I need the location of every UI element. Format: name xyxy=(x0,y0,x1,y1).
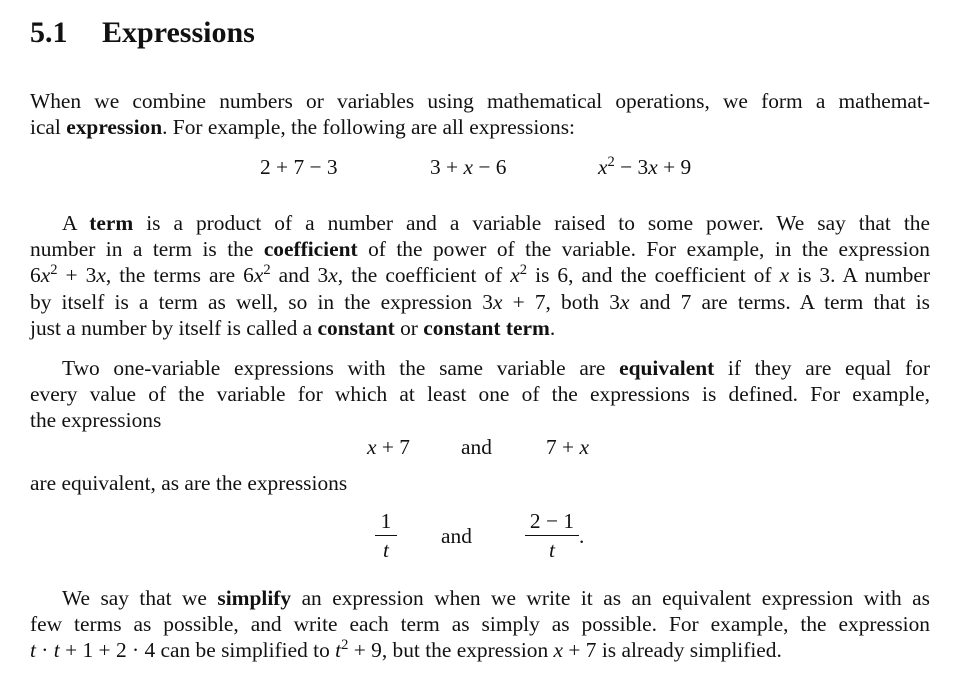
text-run: , the terms are 6 xyxy=(105,263,254,288)
section-heading xyxy=(30,14,255,52)
text-run: · xyxy=(35,638,54,663)
fraction-one-over-t xyxy=(375,509,397,562)
text-run: + 9 xyxy=(657,155,692,179)
exponent: 2 xyxy=(263,262,271,279)
defined-term-term: term xyxy=(89,211,134,235)
text-line xyxy=(30,289,930,315)
text-run: + 1 + 2 · 4 can be simplified to xyxy=(59,638,336,663)
text-line: When we combine numbers or variables using mathematical operations, we form a mathemat- xyxy=(30,89,930,113)
text-line: every value of the variable for which at least one of the expressions is defined. For example, xyxy=(30,382,930,407)
equivalent-right-expression xyxy=(546,434,589,460)
fraction-bar xyxy=(375,535,397,536)
paragraph-equivalent-also xyxy=(30,470,930,496)
text-line xyxy=(30,262,930,288)
variable: x xyxy=(510,263,520,288)
variable: t xyxy=(53,638,60,663)
variable: x xyxy=(253,263,264,288)
text-run: . xyxy=(549,315,556,340)
exponent: 2 xyxy=(519,262,528,279)
variable: t xyxy=(30,638,36,663)
text-run: of the power of the variable. For example, in the expression xyxy=(357,237,930,262)
text-run: number in a term is the xyxy=(30,237,264,262)
variable: x xyxy=(328,263,338,288)
equivalent-left-expression xyxy=(367,434,410,460)
paragraph-simplify-definition xyxy=(30,585,930,664)
sentence-period: . xyxy=(579,524,585,548)
variable: x xyxy=(40,263,51,288)
text-line: few terms as possible, and write each term as simply as possible. For example, the expression xyxy=(30,612,930,637)
fraction-two-minus-one-over-t xyxy=(525,509,579,562)
text-run: and 7 are terms. A term that is xyxy=(629,289,930,314)
variable: t xyxy=(335,638,342,663)
text-run: 7 + xyxy=(546,435,580,459)
text-run: 3 + xyxy=(430,155,464,179)
text-run: or xyxy=(394,315,424,340)
text-line xyxy=(30,355,930,381)
text-run: + 9, but the expression xyxy=(348,638,554,663)
fraction-denominator: t xyxy=(549,538,555,563)
text-run: Two one-variable expressions with the same variable are xyxy=(62,356,620,380)
example-expression-2 xyxy=(430,154,506,180)
defined-term-equivalent: equivalent xyxy=(619,356,715,380)
defined-term-expression: expression xyxy=(66,115,163,140)
section-number: 5.1 xyxy=(30,16,68,49)
text-line xyxy=(30,236,930,262)
text-run: 6 xyxy=(30,263,41,288)
variable: x xyxy=(553,638,564,663)
text-run: ical xyxy=(30,115,67,140)
section-title: Expressions xyxy=(102,16,255,49)
text-run: and 3 xyxy=(270,263,329,288)
defined-term-coefficient: coefficient xyxy=(263,237,358,262)
text-run: + 7, both 3 xyxy=(502,289,620,314)
text-run: − 6 xyxy=(472,155,507,179)
text-run: − 3 xyxy=(614,155,649,179)
text-line xyxy=(30,585,930,611)
text-run: + 7 is already simplified. xyxy=(563,638,782,663)
paragraph-term-definition xyxy=(30,210,930,341)
textbook-page xyxy=(30,0,932,676)
variable: x xyxy=(619,289,630,314)
variable: x xyxy=(579,435,589,459)
text-line xyxy=(30,315,930,341)
variable: x xyxy=(367,435,377,459)
exponent: 2 xyxy=(50,262,58,279)
text-line: are equivalent, as are the expressions xyxy=(30,471,348,495)
example-expression-3 xyxy=(598,154,691,180)
text-run: is a product of a number and a variable raised to some power. We say that the xyxy=(133,211,930,235)
text-run: + 3 xyxy=(57,263,97,288)
text-run: We say that we xyxy=(62,586,218,610)
paragraph-equivalent-definition xyxy=(30,355,930,434)
and-connector: and xyxy=(461,435,492,459)
text-line: the expressions xyxy=(30,408,162,433)
and-connector: and xyxy=(441,524,472,548)
defined-term-simplify: simplify xyxy=(217,586,292,610)
exponent: 2 xyxy=(341,637,349,654)
variable: x xyxy=(598,155,608,179)
fraction-denominator: t xyxy=(383,538,389,563)
text-run: by itself is a term as well, so in the expression 3 xyxy=(30,289,493,314)
fraction-numerator: 2 − 1 xyxy=(529,509,575,533)
variable: x xyxy=(96,263,106,288)
defined-term-constant: constant xyxy=(317,315,395,340)
variable: x xyxy=(648,155,658,179)
text-run: is 3. A number xyxy=(789,263,930,288)
text-line xyxy=(30,210,930,236)
variable: x xyxy=(463,155,473,179)
text-run: an expression when we write it as an equivalent expression with as xyxy=(291,586,930,610)
text-run: . For example, the following are all expressions: xyxy=(162,115,575,140)
text-run: is 6, and the coefficient of xyxy=(527,263,780,288)
text-run: just a number by itself is called a xyxy=(30,315,318,340)
text-line xyxy=(30,114,930,140)
text-run: if they are equal for xyxy=(714,356,930,380)
example-expression-1: 2 + 7 − 3 xyxy=(260,155,338,179)
paragraph-expression-intro xyxy=(30,88,930,140)
text-line xyxy=(30,637,930,663)
exponent: 2 xyxy=(607,154,615,170)
variable: x xyxy=(492,289,503,314)
fraction-numerator: 1 xyxy=(380,509,392,533)
defined-term-constant-term: constant term xyxy=(423,315,550,340)
text-run: + 7 xyxy=(376,435,410,459)
variable: x xyxy=(779,263,790,288)
fraction-bar xyxy=(525,535,579,536)
text-run: A xyxy=(62,211,90,235)
text-run: , the coefficient of xyxy=(337,263,511,288)
